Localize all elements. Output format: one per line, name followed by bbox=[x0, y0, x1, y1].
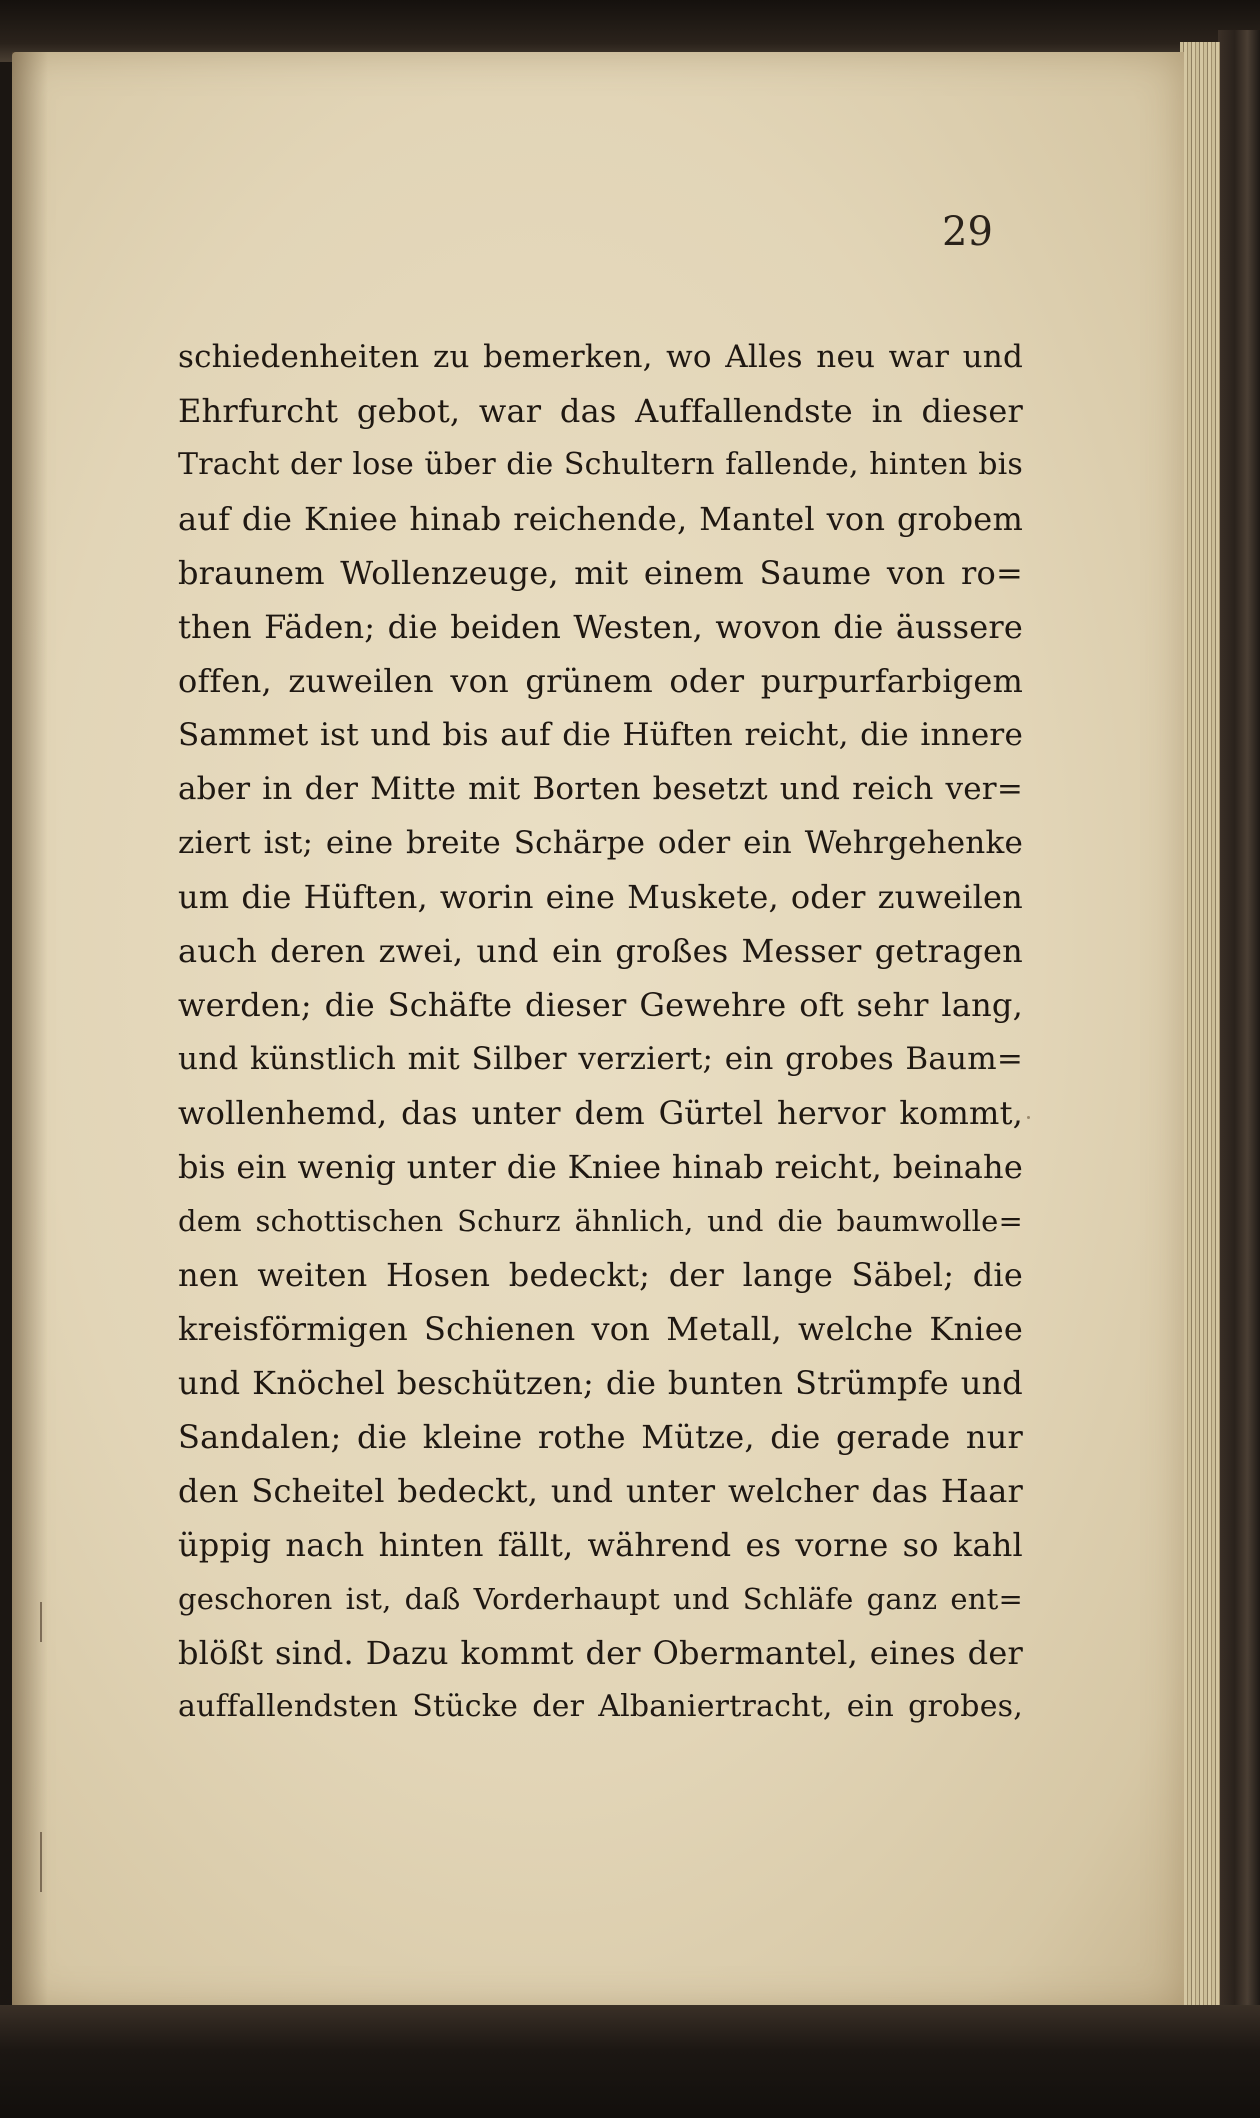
gutter-mark bbox=[40, 1832, 42, 1892]
text-line: aber in der Mitte mit Borten besetzt und reich ver= bbox=[178, 771, 1023, 807]
text-line: üppig nach hinten fällt, während es vorne so kahl bbox=[178, 1526, 1023, 1564]
page-gutter-shadow bbox=[12, 52, 48, 2010]
text-line: und Knöchel beschützen; die bunten Strümpfe und bbox=[178, 1364, 1023, 1402]
text-line: um die Hüften, worin eine Muskete, oder zuweilen bbox=[178, 878, 1023, 916]
text-line: auffallendsten Stücke der Albaniertracht, ein grobes, bbox=[178, 1689, 1023, 1724]
text-line: nen weiten Hosen bedeckt; der lange Säbel; die bbox=[178, 1256, 1023, 1294]
text-line: schiedenheiten zu bemerken, wo Alles neu war und bbox=[178, 339, 1023, 375]
text-line: und künstlich mit Silber verziert; ein grobes Baum= bbox=[178, 1041, 1023, 1077]
page-stack-edges bbox=[1180, 42, 1220, 2008]
text-line: den Scheitel bedeckt, und unter welcher das Haar bbox=[178, 1472, 1023, 1510]
text-line: Sandalen; die kleine rothe Mütze, die gerade nur bbox=[178, 1418, 1023, 1456]
text-line: offen, zuweilen von grünem oder purpurfarbigem bbox=[178, 662, 1023, 700]
text-line: blößt sind. Dazu kommt der Obermantel, eines der bbox=[178, 1634, 1023, 1672]
text-line: werden; die Schäfte dieser Gewehre oft sehr lang, bbox=[178, 986, 1023, 1024]
book-page bbox=[12, 52, 1184, 2010]
book-spine-edge bbox=[1218, 30, 1260, 2020]
text-line: ziert ist; eine breite Schärpe oder ein Wehrgehenke bbox=[178, 825, 1023, 861]
text-line: Tracht der lose über die Schultern fallende, hinten bis bbox=[178, 447, 1023, 482]
text-line: auf die Kniee hinab reichende, Mantel von grobem bbox=[178, 500, 1023, 538]
gutter-mark bbox=[40, 1602, 42, 1642]
text-line: bis ein wenig unter die Kniee hinab reicht, beinahe bbox=[178, 1148, 1023, 1186]
text-line: then Fäden; die beiden Westen, wovon die äussere bbox=[178, 608, 1023, 646]
text-line: kreisförmigen Schienen von Metall, welche Kniee bbox=[178, 1310, 1023, 1348]
text-line: Sammet ist und bis auf die Hüften reicht, die innere bbox=[178, 717, 1023, 753]
text-line: wollenhemd, das unter dem Gürtel hervor kommt, bbox=[178, 1094, 1023, 1132]
text-line: geschoren ist, daß Vorderhaupt und Schläfe ganz ent= bbox=[178, 1582, 1023, 1616]
body-text bbox=[178, 330, 1023, 1734]
page-number: 29 bbox=[942, 209, 993, 255]
text-line: dem schottischen Schurz ähnlich, und die baumwolle= bbox=[178, 1204, 1023, 1238]
book-cover-bottom-edge bbox=[0, 2005, 1260, 2118]
text-line: braunem Wollenzeuge, mit einem Saume von ro= bbox=[178, 554, 1023, 592]
text-line: auch deren zwei, und ein großes Messer getragen bbox=[178, 932, 1023, 970]
text-line: Ehrfurcht gebot, war das Auffallendste in dieser bbox=[178, 392, 1023, 430]
paper-speck bbox=[1027, 1116, 1030, 1119]
